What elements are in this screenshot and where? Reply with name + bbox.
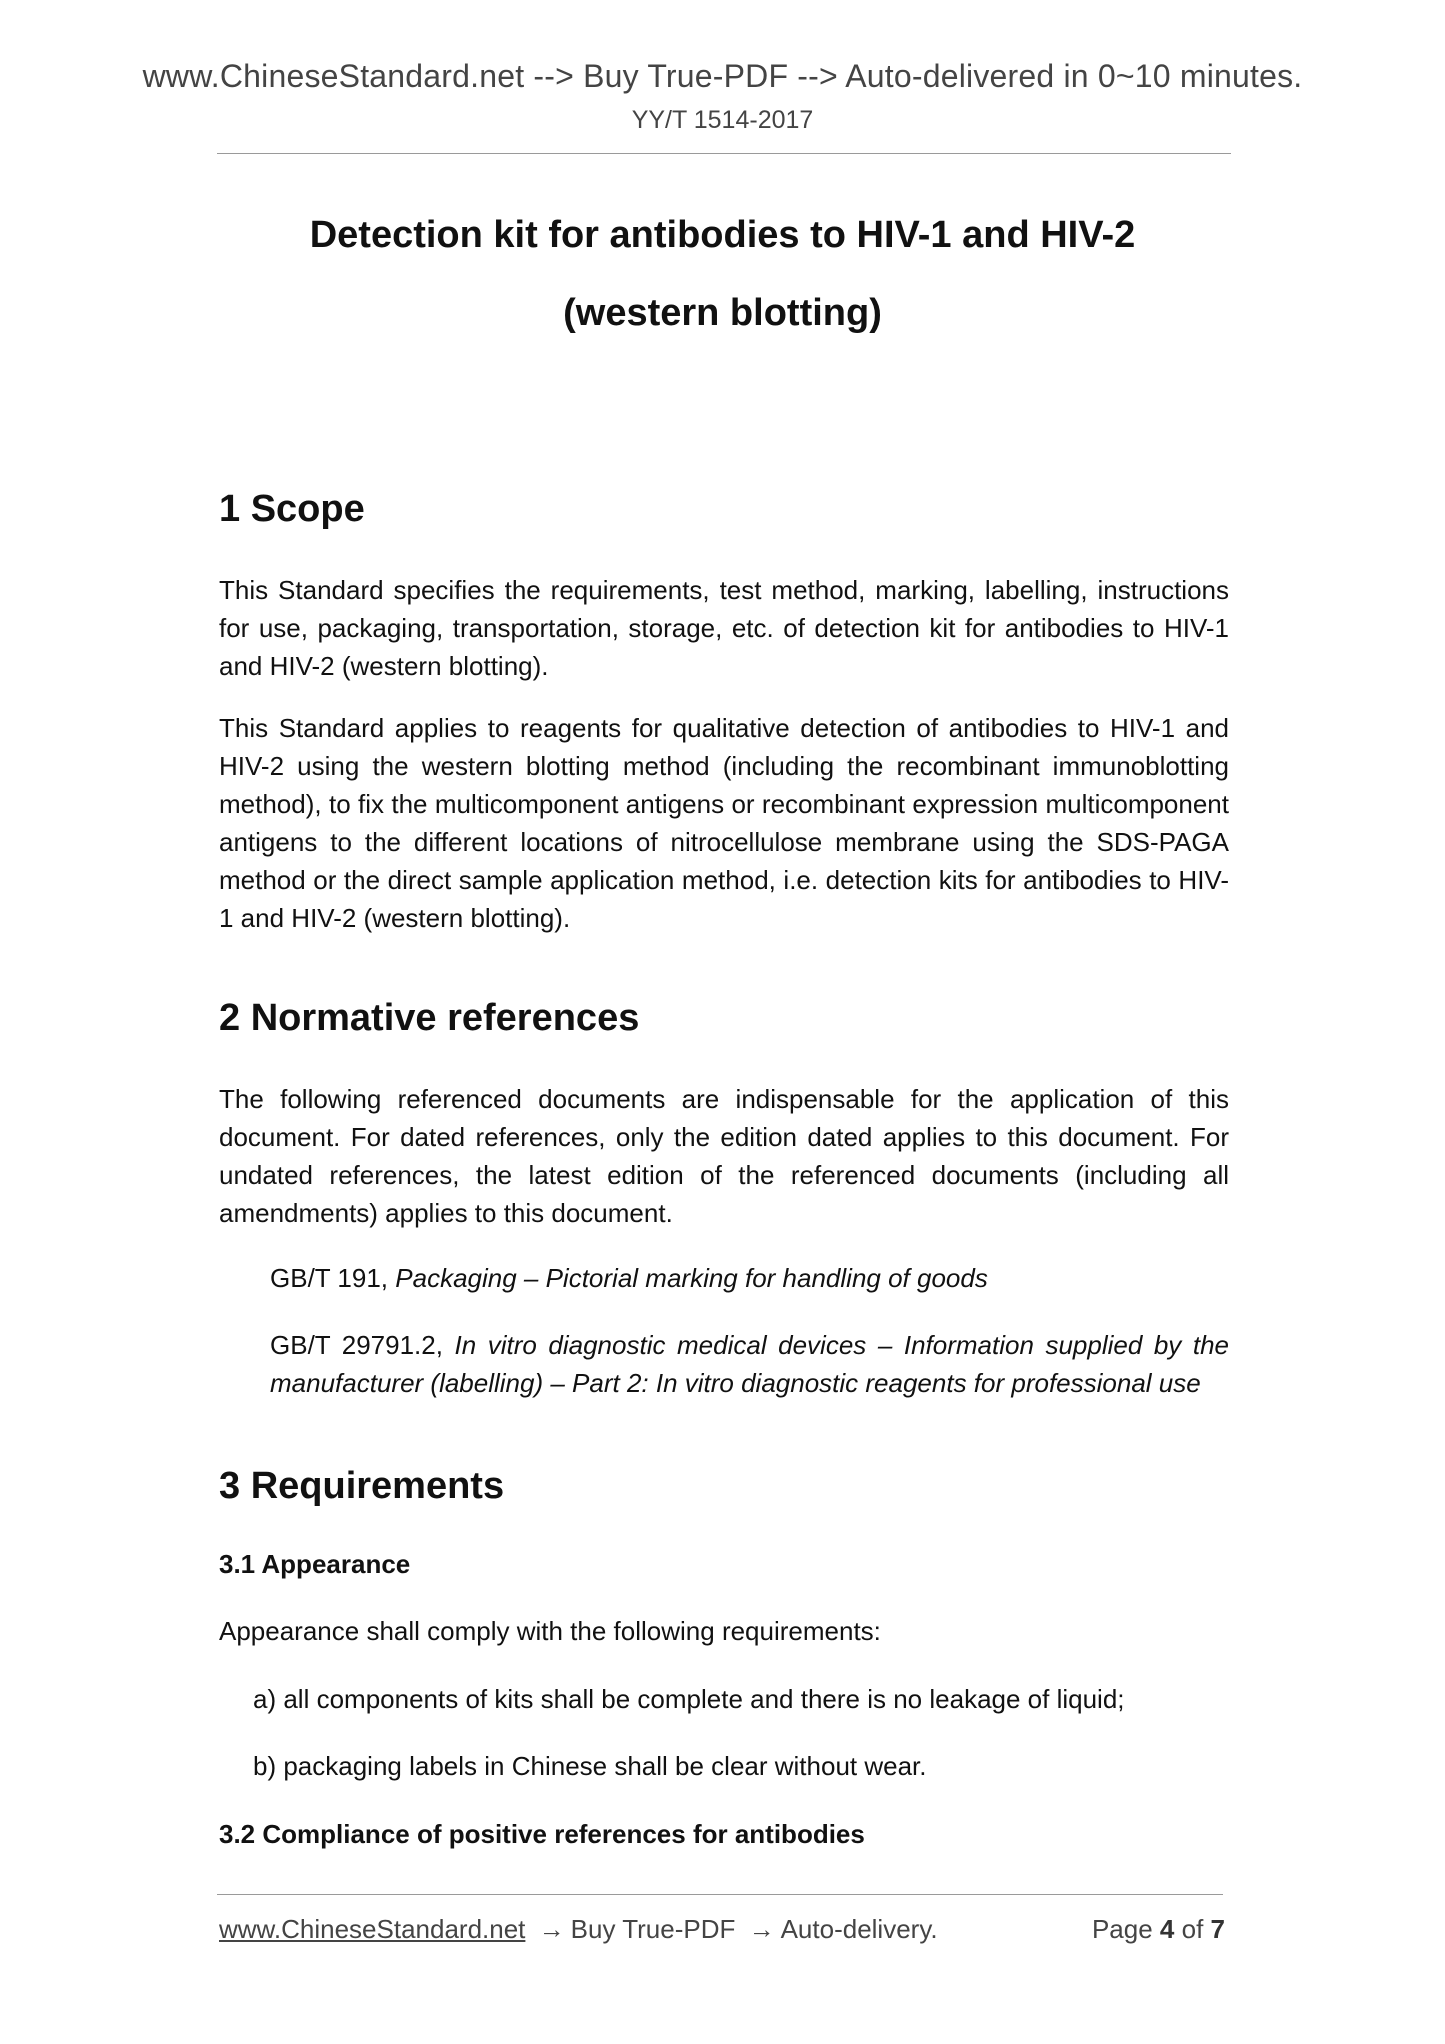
reference-title: In vitro diagnostic medical devices – Information supplied by the manufacturer (labelling) – Part 2: In vitro diagnostic reagents for professional use xyxy=(270,1330,1229,1398)
header-banner: www.ChineseStandard.net --> Buy True-PDF --> Auto-delivered in 0~10 minutes. xyxy=(142,58,1303,94)
list-item-b: b) packaging labels in Chinese shall be clear without wear. xyxy=(253,1751,927,1781)
page-indicator xyxy=(1092,1914,1225,1945)
subsection-heading-appearance: 3.1 Appearance xyxy=(219,1549,411,1579)
standard-code: YY/T 1514-2017 xyxy=(631,106,814,134)
section-heading-requirements: 3 Requirements xyxy=(219,1465,505,1507)
appearance-paragraph: Appearance shall comply with the following requirements: xyxy=(219,1616,881,1646)
section-heading-normative-references: 2 Normative references xyxy=(219,997,640,1039)
footer-site-link[interactable]: www.ChineseStandard.net xyxy=(219,1914,526,1944)
arrow-right-icon: → xyxy=(538,1914,565,1944)
footer-delivery-text: Auto-delivery. xyxy=(780,1914,938,1944)
document-title: Detection kit for antibodies to HIV-1 and HIV-2 xyxy=(309,214,1136,256)
normative-paragraph: The following referenced documents are indispensable for the application of this document. For dated references, only the edition dated applies to this document. For undated references, the latest edition of the referenced documents (including all amendments) applies to this document. xyxy=(219,1084,1229,1228)
arrow-right-icon: → xyxy=(748,1914,775,1944)
list-item-a: a) all components of kits shall be complete and there is no leakage of liquid; xyxy=(253,1684,1125,1714)
section-heading-scope: 1 Scope xyxy=(219,488,365,530)
reference-title: Packaging – Pictorial marking for handling of goods xyxy=(395,1263,988,1293)
total-pages: 7 xyxy=(1210,1914,1225,1944)
reference-code: GB/T 191, xyxy=(270,1263,396,1293)
of-word: of xyxy=(1181,1914,1204,1944)
document-body xyxy=(219,486,1229,1851)
scope-paragraph-2: This Standard applies to reagents for qualitative detection of antibodies to HIV-1 and HIV-2 using the western blotting method (including the recombinant immunoblotting method), to fix the multicomponent antigens or recombinant expression multicomponent antigens to the different locations of nitrocellulose membrane using the SDS-PAGA method or the direct sample application method, i.e. detection kits for antibodies to HIV-1 and HIV-2 (western blotting). xyxy=(219,713,1229,933)
footer-buy-text: Buy True-PDF xyxy=(570,1914,736,1944)
subsection-heading-compliance: 3.2 Compliance of positive references for antibodies xyxy=(219,1819,865,1849)
document-subtitle: (western blotting) xyxy=(563,292,882,334)
reference-code: GB/T 29791.2, xyxy=(270,1330,455,1360)
scope-paragraph-1: This Standard specifies the requirements, test method, marking, labelling, instructions for use, packaging, transportation, storage, etc. of detection kit for antibodies to HIV-1 and HIV-2 (western blotting). xyxy=(219,575,1229,681)
page-number: 4 xyxy=(1159,1914,1175,1944)
reference-gbt-191 xyxy=(270,1259,1229,1297)
footer-divider xyxy=(217,1894,1223,1895)
page-word: Page xyxy=(1091,1914,1153,1944)
page-footer xyxy=(219,1914,1225,1945)
header-divider xyxy=(217,153,1231,154)
reference-gbt-29791-2 xyxy=(270,1326,1229,1402)
